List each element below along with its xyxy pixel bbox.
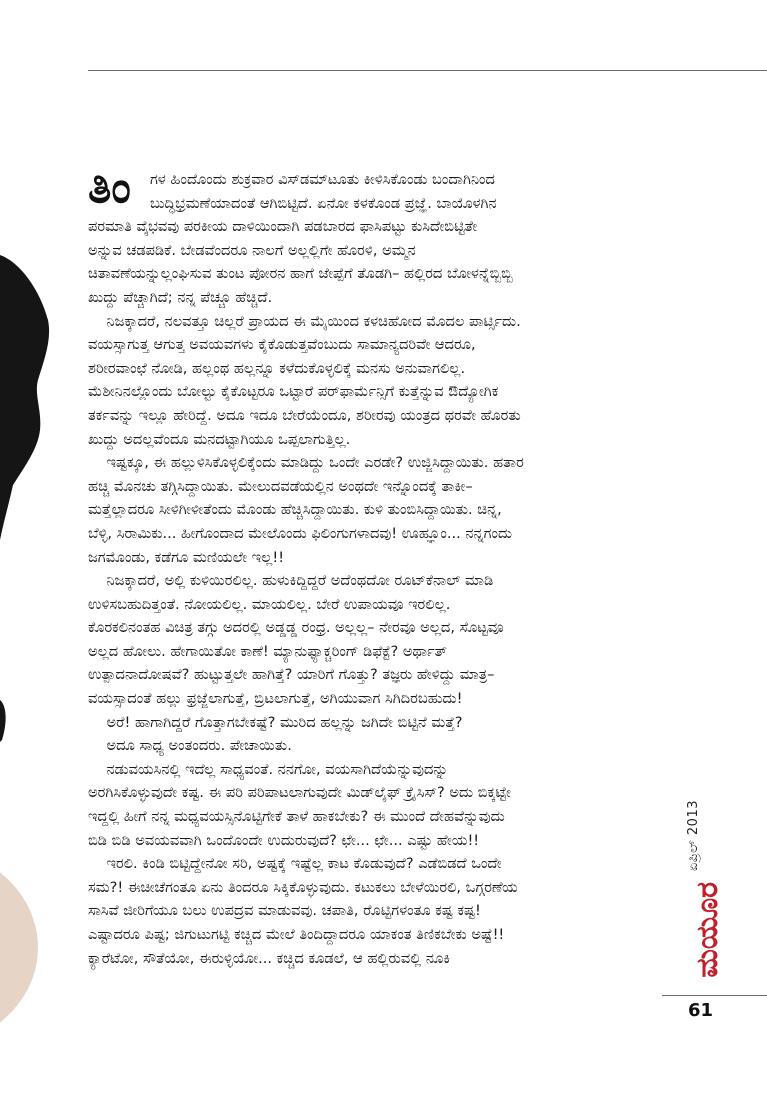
- article-line: ಅರೆ! ಹಾಗಾಗಿದ್ದರೆ ಗೊತ್ತಾಗಬೇಕಷ್ಟೆ? ಮುರಿದ ಹಲ್ಲನ್ನು ಜಗಿದೇ ಬಿಟ್ಟಿನೆ ಮತ್ತೆ?: [88, 713, 463, 731]
- article-line: ಉತ್ಪಾದನಾದೋಷವೆ? ಹುಟ್ಟುತ್ತಲೇ ಹಾಗಿತ್ತೆ? ಯಾರಿಗೆ ಗೊತ್ತು? ತಜ್ಞರು ಹೇಳಿದ್ದು ಮಾತ್ರ–: [88, 666, 495, 684]
- article-line: ವಯಸ್ಸಾಗುತ್ತ ಆಗುತ್ತ ಅವಯವಗಳು ಕೈಕೊಡುತ್ತವೆಂಬುದು ಸಾಮಾನ್ಯದರಿವೇ ಆದರೂ,: [88, 336, 476, 354]
- article-line: ಸಮ?! ಈಚೀಚೆಗಂತೂ ಏನು ತಿಂದರೂ ಸಿಕ್ಕಿಕೊಳ್ಳುವುದು. ಕಟುಕಲು ಬೇಳೆಯಿರಲಿ, ಒಗ್ಗರಣೆಯ: [88, 878, 518, 896]
- article-line: ಕೊರಕಲಿನಂತಹ ವಿಚಿತ್ರ ತಗ್ಗು ಅದರಲ್ಲಿ ಅಡ್ಡಡ್ಡ ರಂಧ್ರ. ಅಲ್ಲಲ್ಲ– ನೇರವೂ ಅಲ್ಲದ, ಸೊಟ್ಟವೂ: [88, 619, 504, 637]
- article-line: ವಯಸ್ಸಾದಂತೆ ಹಲ್ಲು ಫ್ರಜ್ಜೆಲಾಗುತ್ತೆ, ಬ್ರಿಟಲಾಗುತ್ತೆ, ಅಗಿಯುವಾಗ ಸಿಗಿದಿರಬಹುದು!: [88, 690, 463, 708]
- article-line: ಇರಲಿ. ಕಿಂಡಿ ಬಿಟ್ಟಿದ್ದೇನೋ ಸರಿ, ಅಷ್ಟಕ್ಕೆ ಇಷ್ಟೆಲ್ಲ ಕಾಟ ಕೊಡುವುದೆ? ಎಡೆಬಿಡದೆ ಒಂದೇ: [88, 855, 502, 873]
- article-line: ನಡುವಯಸಿನಲ್ಲಿ ಇದೆಲ್ಲ ಸಾಧ್ಯವಂತೆ. ನನಗೋ, ವಯಸಾಗಿದೆಯೆನ್ನುವುದನ್ನು: [88, 760, 449, 778]
- article-line: ಉಳಿಸಬಹುದಿತ್ತಂತೆ. ನೋಯಲಿಲ್ಲ. ಮಾಯಲಿಲ್ಲ. ಬೇರೆ ಉಪಾಯವೂ ಇರಲಿಲ್ಲ.: [88, 595, 451, 613]
- article-line: ಚಿತಾವಣೆಯನ್ನುಲ್ಲಂಘಿಸುವ ತುಂಟ ಪೋರನ ಹಾಗೆ ಜೇಪ್ಪೆಗೆ ತೊಡಗಿ– ಹಲ್ಲಿರದ ಬೋಳನ್ನೆಬ್ಬಿಬ್ಬಿ: [88, 265, 513, 283]
- article-line: ಅಲ್ಲದ ಹೋಲು. ಹೇಗಾಯಿತೋ ಕಾಣೆ! ಮ್ಯಾನುಫ್ಯಾಕ್ಚರಿಂಗ್ ಡಿಫೆಕ್ಟೆ? ಅರ್ಥಾತ್: [88, 642, 448, 660]
- article-line: ಮತ್ತೆಲ್ಲಾದರೂ ಸೀಳಿಗೀಳೀತೆಂದು ಮೊಂಡು ಹೆಚ್ಚಿಸಿದ್ದಾಯಿತು. ಕುಳಿ ತುಂಬಿಸಿದ್ದಾಯಿತು. ಚಿನ್ನ,: [88, 501, 502, 519]
- drop-cap: ತಿಂ: [88, 162, 131, 213]
- article-line: ಅದೂ ಸಾಧ್ಯ ಅಂತಂದರು. ಪೇಚಾಯಿತು.: [88, 737, 292, 755]
- article-line: ತರ್ಕವನ್ನು ಇಲ್ಲೂ ಹೇರಿದ್ದೆ. ಅದೂ ಇದೂ ಬೇರೆಯೆಂದೂ, ಶರೀರವು ಯಂತ್ರದ ಥರವೇ ಹೊರತು: [88, 406, 521, 424]
- article-line: ಸಾಸಿವೆ ಜೀರಿಗೆಯೂ ಬಲು ಉಪದ್ರವ ಮಾಡುವವು. ಚಪಾತಿ, ರೊಟ್ಟಿಗಳಂತೂ ಕಷ್ಟ ಕಷ್ಟ!: [88, 902, 481, 920]
- footer-rule: [662, 995, 767, 996]
- article-line: ಜಗಮೊಂಡು, ಕಡೆಗೂ ಮಣಿಯಲೇ ಇಲ್ಲ!!: [88, 548, 285, 566]
- article-line: ಗಳ ಹಿಂದೊಂದು ಶುಕ್ರವಾರ ವಿಸ್‌ಡಮ್‌ಟೂತು ಕೀಳಿಸಿಕೊಂಡು ಬಂದಾಗಿನಿಂದ: [150, 171, 495, 188]
- article-line: ಕ್ಯಾರೆಟೋ, ಸೌತೆಯೋ, ಈರುಳ್ಳಿಯೋ... ಕಚ್ಚಿದ ಕೂಡಲೆ, ಆ ಹಲ್ಲಿರುವಲ್ಲಿ ನೂಕಿ: [88, 949, 451, 967]
- magazine-logo: ಮಯೂರ: [690, 882, 725, 978]
- article-line: ಖುದ್ದು ಪೆಚ್ಚಾಗಿದೆ; ನನ್ನ ಪೆಚ್ಚೂ ಹೆಚ್ಚಿದೆ.: [88, 288, 273, 306]
- article-line: ಹಚ್ಚಿ ಮೊನಚು ತಗ್ಗಿಸಿದ್ದಾಯಿತು. ಮೇಲುದವಡೆಯಲ್ಲಿನ ಅಂಥದೇ ಇನ್ನೊಂದಕ್ಕೆ ತಾಕೀ–: [88, 477, 473, 495]
- article-line: ಅರಗಿಸಿಕೊಳ್ಳುವುದೇ ಕಷ್ಟ. ಈ ಪರಿ ಪರಿಪಾಟಲಾಗುವುದೇ ಮಿಡ್‌ಲೈಫ್ ಕ್ರೈಸಿಸ್? ಅದು ಬಿಕ್ಕಟ್ಟೇ: [88, 784, 511, 802]
- article-line: ಎಷ್ಟಾದರೂ ಪಿಷ್ಟ; ಜಿಗುಟುಗಟ್ಟಿ ಕಚ್ಚಿದ ಮೇಲೆ ತಿಂದಿದ್ದಾದರೂ ಯಾಕಂತ ತಿಣಿಕಬೇಕು ಅಷ್ಟೆ!!: [88, 926, 505, 943]
- article-line: ಬಿಡಿ ಬಿಡಿ ಅವಯವವಾಗಿ ಒಂದೊಂದೇ ಉದುರುವುದೆ? ಛೇ... ಛೇ... ಎಷ್ಟು ಹೇಯ!!: [88, 831, 480, 849]
- article-line: ಮೆಶೀನಿನಲ್ಲೊಂದು ಬೋಲ್ಟು ಕೈಕೊಟ್ಟರೂ ಒಟ್ಟಾರೆ ಪರ್‌ಫಾರ್ಮೆನ್ಸಿಗೆ ಕುತ್ತೆನ್ನುವ ಔದ್ಯೋಗಿಕ: [88, 383, 499, 401]
- article-line: ಬುದ್ಧಿಭ್ರಮಣೆಯಾದಂತೆ ಆಗಿಬಿಟ್ಟಿದೆ. ಏನೋ ಕಳಕೊಂಡ ಪ್ರಜ್ಞೆ. ಬಾಯೊಳಗಿನ: [150, 194, 497, 212]
- article-line: ಅನ್ನುವ ಚಡಪಡಿಕೆ. ಬೇಡವೆಂದರೂ ನಾಲಗೆ ಅಲ್ಲಲ್ಲಿಗೇ ಹೊರಳಿ, ಅಮ್ಮನ: [88, 241, 416, 259]
- article-line: ಬೆಳ್ಳಿ, ಸಿರಾಮಿಕು... ಹೀಗೊಂದಾದ ಮೇಲೊಂದು ಫಿಲಿಂಗುಗಳಾದವು! ಊಹ್ಞೂಂ... ನನ್ನಗಂದು: [88, 524, 513, 542]
- article-line: ಶರೀರವಾಂಛೆ ನೋಡಿ, ಹಲ್ಲಂಥ ಹಲ್ಲನ್ನೂ ಕಳೆದುಕೊಳ್ಳಲಿಕ್ಕೆ ಮನಸು ಅನುವಾಗಲಿಲ್ಲ.: [88, 359, 466, 377]
- issue-date: ಏಪ್ರಿಲ್ 2013: [686, 800, 701, 872]
- article-line: ಇಷ್ಟಕ್ಕೂ, ಈ ಹಲ್ಲುಳಿಸಿಕೊಳ್ಳಲಿಕ್ಕೆಂದು ಮಾಡಿದ್ದು ಒಂದೇ ಎರಡೇ? ಉಜ್ಜಿಸಿದ್ದಾಯಿತು. ಹತಾರ: [88, 454, 524, 472]
- header-rule: [88, 70, 767, 71]
- article-line: ಪರಮಾತಿ ವೈಭವವು ಪರಕೀಯ ದಾಳಿಯಿಂದಾಗಿ ಪಡಬಾರದ ಫಾಸಿಪಟ್ಟು ಕುಸಿದೇಬಿಟ್ಟಿತೇ: [88, 218, 478, 236]
- article-line: ಇದ್ದಲ್ಲಿ ಹೀಗೆ ನನ್ನ ಮಧ್ಯವಯಸ್ಸಿನೊಟ್ಟಿಗೇಕೆ ತಾಳೆ ಹಾಕಬೇಕು? ಈ ಮುಂದೆ ದೇಹವೆನ್ನುವುದು: [88, 808, 505, 826]
- article-body: [88, 168, 710, 970]
- article-line: ನಿಜಕ್ಕಾದರೆ, ನಲವತ್ತೂ ಚಿಲ್ಲರೆ ಪ್ರಾಯದ ಈ ಮೈಯಿಂದ ಕಳಚಿಹೋದ ಮೊದಲ ಪಾರ್ಟ್ಸಿದು.: [88, 312, 521, 330]
- page-number: 61: [688, 1000, 714, 1021]
- article-line: ನಿಜಕ್ಕಾದರೆ, ಅಲ್ಲಿ ಕುಳಿಯಿರಲಿಲ್ಲ. ಹುಳುಕಿದ್ದಿದ್ದರೆ ಅದೆಂಥದೋ ರೂಟ್‌ಕೆನಾಲ್ ಮಾಡಿ: [88, 572, 494, 590]
- article-line: ಖುದ್ದು ಅದಲ್ಲವೆಂದೂ ಮನದಟ್ಟಾಗಿಯೂ ಒಪ್ಪಲಾಗುತ್ತಿಲ್ಲ.: [88, 430, 351, 448]
